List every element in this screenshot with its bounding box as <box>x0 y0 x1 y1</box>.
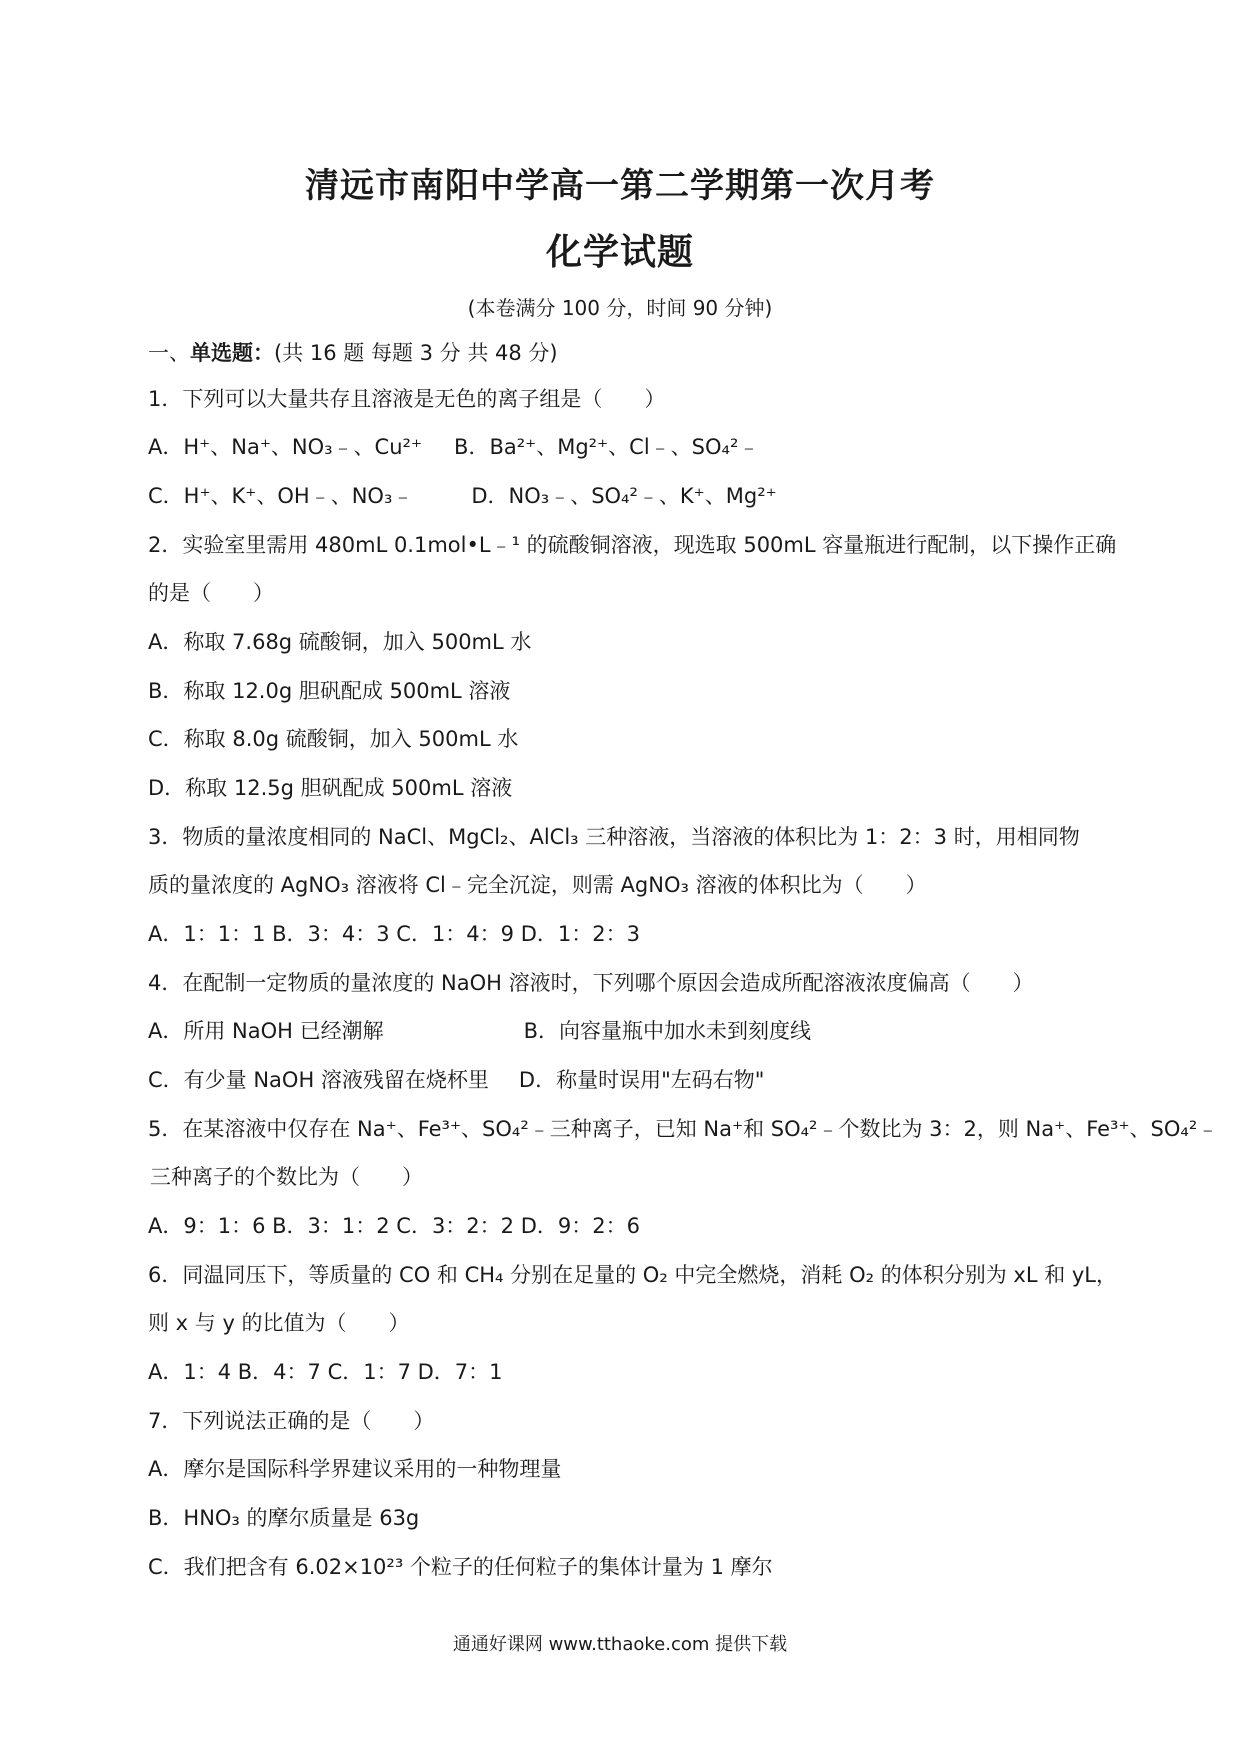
q1-option-d: D．NO₃﹣、SO₄²﹣、K⁺、Mg²⁺ <box>471 484 777 508</box>
q3-stem-line1: 3．物质的量浓度相同的 NaCl、MgCl₂、AlCl₃ 三种溶液，当溶液的体积比为 1：2：3 时，用相同物 <box>148 825 1080 849</box>
q4-option-c: C．有少量 NaOH 溶液残留在烧杯里 <box>148 1068 489 1092</box>
q6-options: A．1：4 B．4：7 C．1：7 D．7：1 <box>148 1360 503 1384</box>
q2-option-c: C．称取 8.0g 硫酸铜，加入 500mL 水 <box>148 727 519 751</box>
q4-option-d: D．称量时误用"左码右物" <box>518 1068 765 1092</box>
q5-stem-line2: 三种离子的个数比为（ ） <box>150 1165 423 1189</box>
q6-stem-line2: 则 x 与 y 的比值为（ ） <box>148 1311 410 1335</box>
q2-option-a: A．称取 7.68g 硫酸铜，加入 500mL 水 <box>148 630 532 654</box>
q5-options: A．9：1：6 B．3：1：2 C．3：2：2 D．9：2：6 <box>148 1214 640 1238</box>
section-heading-prefix: 一、 <box>148 341 190 365</box>
q4-options-cd <box>148 1065 764 1095</box>
q7-stem: 7．下列说法正确的是（ ） <box>148 1409 435 1433</box>
q1-option-a: A．H⁺、Na⁺、NO₃﹣、Cu²⁺ <box>148 435 423 459</box>
section-heading-bold: 单选题： <box>190 341 274 365</box>
q2-stem-line1: 2．实验室里需用 480mL 0.1mol•L﹣¹ 的硫酸铜溶液，现选取 500mL 容量瓶进行配制，以下操作正确 <box>148 533 1117 557</box>
q2-option-b: B．称取 12.0g 胆矾配成 500mL 溶液 <box>148 679 511 703</box>
section-heading <box>148 338 558 368</box>
exam-title: 清远市南阳中学高一第二学期第一次月考 <box>305 166 935 206</box>
q1-option-b: B．Ba²⁺、Mg²⁺、Cl﹣、SO₄²﹣ <box>454 435 760 459</box>
q1-option-c: C．H⁺、K⁺、OH﹣、NO₃﹣ <box>148 484 414 508</box>
q4-option-b: B．向容量瓶中加水未到刻度线 <box>523 1019 812 1043</box>
q2-option-d: D．称取 12.5g 胆矾配成 500mL 溶液 <box>148 776 513 800</box>
q7-option-b: B．HNO₃ 的摩尔质量是 63g <box>148 1506 420 1530</box>
q5-stem-line1: 5．在某溶液中仅存在 Na⁺、Fe³⁺、SO₄²﹣三种离子，已知 Na⁺和 SO₄²﹣个数比为 3：2，则 Na⁺、Fe³⁺、SO₄²﹣ <box>148 1117 1219 1141</box>
q4-option-a: A．所用 NaOH 已经潮解 <box>148 1019 384 1043</box>
q3-options: A．1：1：1 B．3：4：3 C．1：4：9 D．1：2：3 <box>148 922 640 946</box>
q7-option-a: A．摩尔是国际科学界建议采用的一种物理量 <box>148 1457 562 1481</box>
q1-options-ab <box>148 432 759 462</box>
page-footer: 通通好课网 www.tthaoke.com 提供下载 <box>452 1634 788 1655</box>
subject-title: 化学试题 <box>545 231 694 273</box>
exam-note: (本卷满分 100 分，时间 90 分钟) <box>467 296 773 320</box>
q3-stem-line2: 质的量浓度的 AgNO₃ 溶液将 Cl﹣完全沉淀，则需 AgNO₃ 溶液的体积比为（ ） <box>148 873 927 897</box>
q2-stem-line2: 的是（ ） <box>148 581 274 605</box>
q4-options-ab <box>148 1016 811 1046</box>
q4-stem: 4．在配制一定物质的量浓度的 NaOH 溶液时，下列哪个原因会造成所配溶液浓度偏高（ ） <box>148 971 1034 995</box>
q1-options-cd <box>148 481 777 511</box>
q7-option-c: C．我们把含有 6.02×10²³ 个粒子的任何粒子的集体计量为 1 摩尔 <box>148 1555 773 1579</box>
section-heading-suffix: (共 16 题 每题 3 分 共 48 分) <box>274 341 558 365</box>
q1-stem: 1．下列可以大量共存且溶液是无色的离子组是（ ） <box>148 387 666 411</box>
q6-stem-line1: 6．同温同压下，等质量的 CO 和 CH₄ 分别在足量的 O₂ 中完全燃烧，消耗 O₂ 的体积分别为 xL 和 yL， <box>148 1263 1118 1287</box>
